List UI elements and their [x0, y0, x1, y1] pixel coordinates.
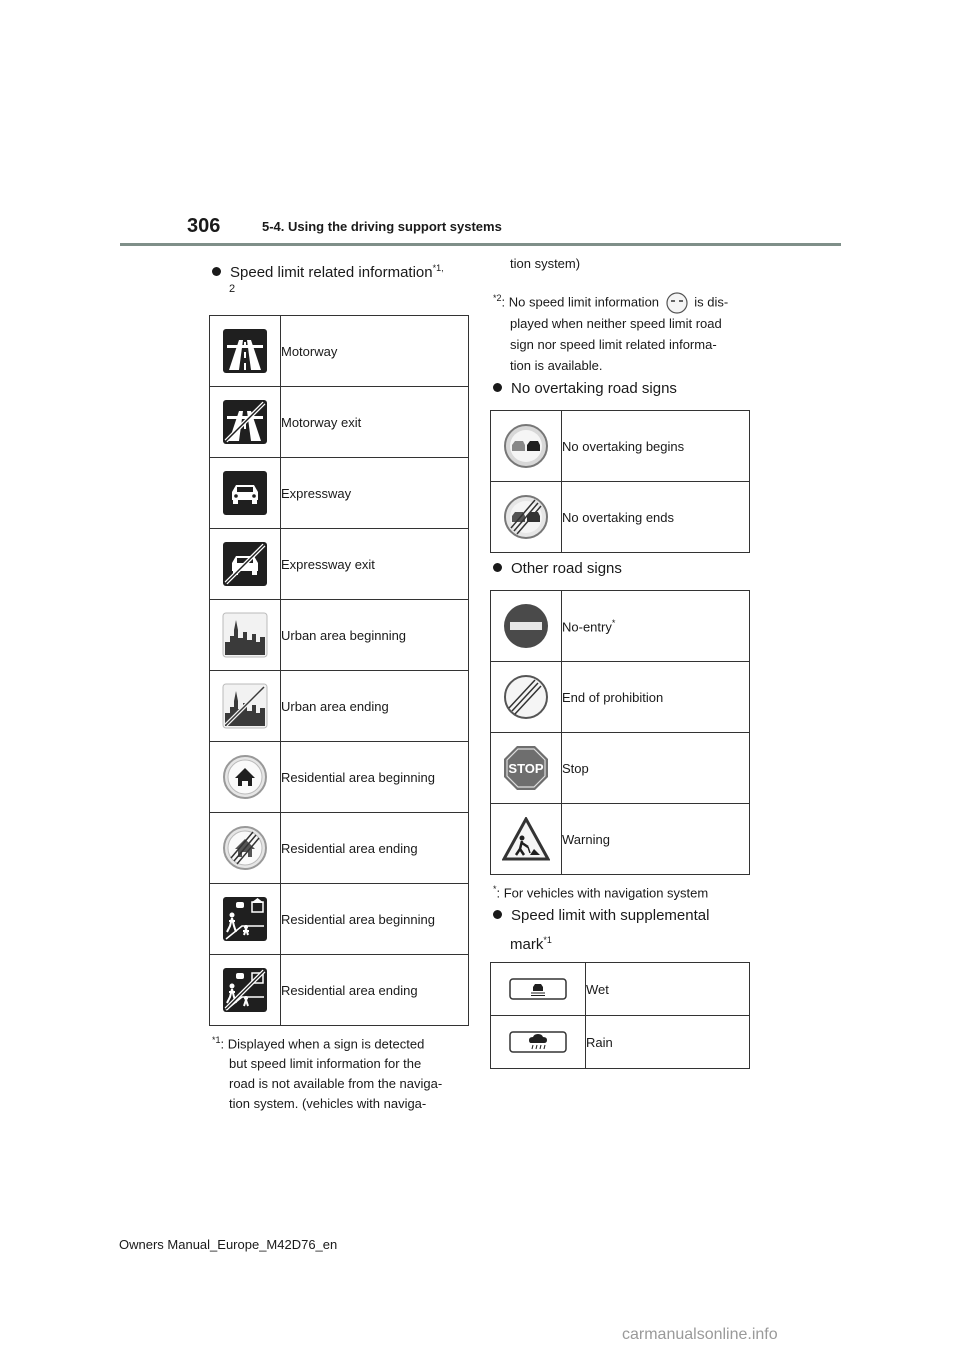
heading-text: Speed limit related information: [230, 264, 433, 281]
bullet-icon: [212, 267, 221, 276]
footnote-line: road is not available from the naviga-: [229, 1076, 443, 1092]
icon-cell: [210, 458, 281, 529]
footnote-text: is dis-: [694, 294, 729, 310]
table-row: [210, 742, 469, 813]
footnote-2: [493, 287, 753, 376]
icon-cell: [491, 411, 562, 482]
row-label: No overtaking ends: [562, 482, 750, 553]
footnote-star: [493, 879, 708, 903]
footnote-line: but speed limit information for the: [229, 1056, 422, 1072]
table-row: [210, 600, 469, 671]
residential-house-icon: [222, 754, 268, 800]
bullet-icon: [493, 563, 502, 572]
row-label: Residential area beginning: [281, 742, 469, 813]
table-row: [210, 387, 469, 458]
supplemental-table: [490, 962, 750, 1069]
icon-cell: [210, 813, 281, 884]
row-label: Urban area ending: [281, 671, 469, 742]
footnote-line: sign nor speed limit related informa-: [510, 337, 717, 352]
table-row: [491, 1016, 750, 1069]
warning-sign-icon: [502, 817, 550, 861]
table-row: [210, 955, 469, 1026]
section-title: 5-4. Using the driving support systems: [262, 219, 502, 234]
row-label: Warning: [562, 804, 750, 875]
table-row: [491, 662, 750, 733]
heading-sup-continued: 2: [229, 283, 236, 295]
row-label: End of prohibition: [562, 662, 750, 733]
supplemental-heading: [493, 904, 709, 957]
footnote-line: tion is available.: [510, 358, 603, 373]
icon-cell: [210, 600, 281, 671]
table-row: [491, 591, 750, 662]
rain-cloud-icon: [509, 1031, 567, 1053]
label-sup: *: [611, 617, 616, 628]
heading-sup: *1,: [432, 263, 444, 273]
heading-text: No overtaking road signs: [511, 380, 677, 397]
no-overtaking-end-icon: [503, 494, 549, 540]
urban-area-icon: [222, 612, 268, 658]
icon-cell: [491, 963, 586, 1016]
stop-sign-text: STOP: [508, 761, 544, 776]
overtaking-heading: [493, 378, 677, 400]
icon-cell: [491, 482, 562, 553]
residential-zone-icon: [222, 896, 268, 942]
row-label: [562, 591, 750, 662]
residential-house-end-icon: [222, 825, 268, 871]
table-row: [491, 963, 750, 1016]
row-label: Urban area beginning: [281, 600, 469, 671]
stop-sign-icon: [503, 745, 549, 791]
icon-cell: [491, 662, 562, 733]
heading-text: Other road signs: [511, 560, 622, 577]
footnote-mark: *1: [212, 1035, 221, 1045]
icon-cell: [210, 316, 281, 387]
icon-cell: [210, 529, 281, 600]
table-row: [210, 458, 469, 529]
footnote-1: [212, 1030, 472, 1114]
footnote-line: played when neither speed limit road: [510, 316, 722, 331]
footnote-mark: *: [493, 884, 497, 894]
bullet-icon: [493, 910, 502, 919]
heading-sup: *1: [543, 935, 552, 945]
table-row: [210, 884, 469, 955]
row-label: Motorway exit: [281, 387, 469, 458]
watermark: carmanualsonline.info: [622, 1326, 778, 1343]
table-row: [210, 529, 469, 600]
icon-cell: [491, 591, 562, 662]
icon-cell: [491, 733, 562, 804]
row-label: Motorway: [281, 316, 469, 387]
icon-cell: [210, 742, 281, 813]
motorway-icon: [222, 328, 268, 374]
overtaking-table: [490, 410, 750, 553]
row-label: Expressway exit: [281, 529, 469, 600]
row-label: Expressway: [281, 458, 469, 529]
row-label: Residential area ending: [281, 813, 469, 884]
footnote-mark: *2: [493, 293, 502, 303]
expressway-icon: [222, 470, 268, 516]
icon-cell: [210, 955, 281, 1026]
row-label: Rain: [586, 1016, 750, 1069]
icon-cell: [210, 884, 281, 955]
footnote-line: tion system. (vehicles with naviga-: [229, 1096, 427, 1112]
bullet-icon: [493, 383, 502, 392]
icon-cell: [210, 671, 281, 742]
table-row: [491, 482, 750, 553]
speed-limit-heading: [212, 257, 444, 284]
heading-text: Speed limit with supplemental: [511, 907, 710, 924]
wet-road-icon: [509, 978, 567, 1000]
row-label: Residential area beginning: [281, 884, 469, 955]
table-row: [210, 813, 469, 884]
header-rule: [120, 243, 841, 246]
table-row: [491, 804, 750, 875]
row-label: No overtaking begins: [562, 411, 750, 482]
icon-cell: [491, 804, 562, 875]
expressway-exit-icon: [222, 541, 268, 587]
table-row: [491, 733, 750, 804]
footnote-text: : No speed limit information: [501, 294, 660, 310]
motorway-exit-icon: [222, 399, 268, 445]
other-signs-heading: [493, 558, 622, 580]
icon-cell: [210, 387, 281, 458]
table-row: [210, 316, 469, 387]
table-row: [210, 671, 469, 742]
no-entry-icon: [503, 603, 549, 649]
end-of-prohibition-icon: [503, 674, 549, 720]
no-overtaking-icon: [503, 423, 549, 469]
icon-cell: [491, 1016, 586, 1069]
continued-line: tion system): [510, 256, 581, 271]
row-label: Wet: [586, 963, 750, 1016]
row-label: Residential area ending: [281, 955, 469, 1026]
row-label: Stop: [562, 733, 750, 804]
label-text: No-entry: [562, 619, 612, 635]
no-speed-limit-info-icon: [665, 292, 689, 314]
page-number: 306: [187, 215, 221, 237]
urban-area-end-icon: [222, 683, 268, 729]
residential-zone-end-icon: [222, 967, 268, 1013]
other-signs-table: [490, 590, 750, 875]
heading-text: mark: [510, 936, 544, 953]
footnote-text: : For vehicles with navigation system: [496, 885, 709, 901]
footnote-line: : Displayed when a sign is detected: [220, 1036, 425, 1052]
table-row: [491, 411, 750, 482]
speed-limit-info-table: [209, 315, 469, 1026]
footer-text: Owners Manual_Europe_M42D76_en: [119, 1237, 338, 1252]
